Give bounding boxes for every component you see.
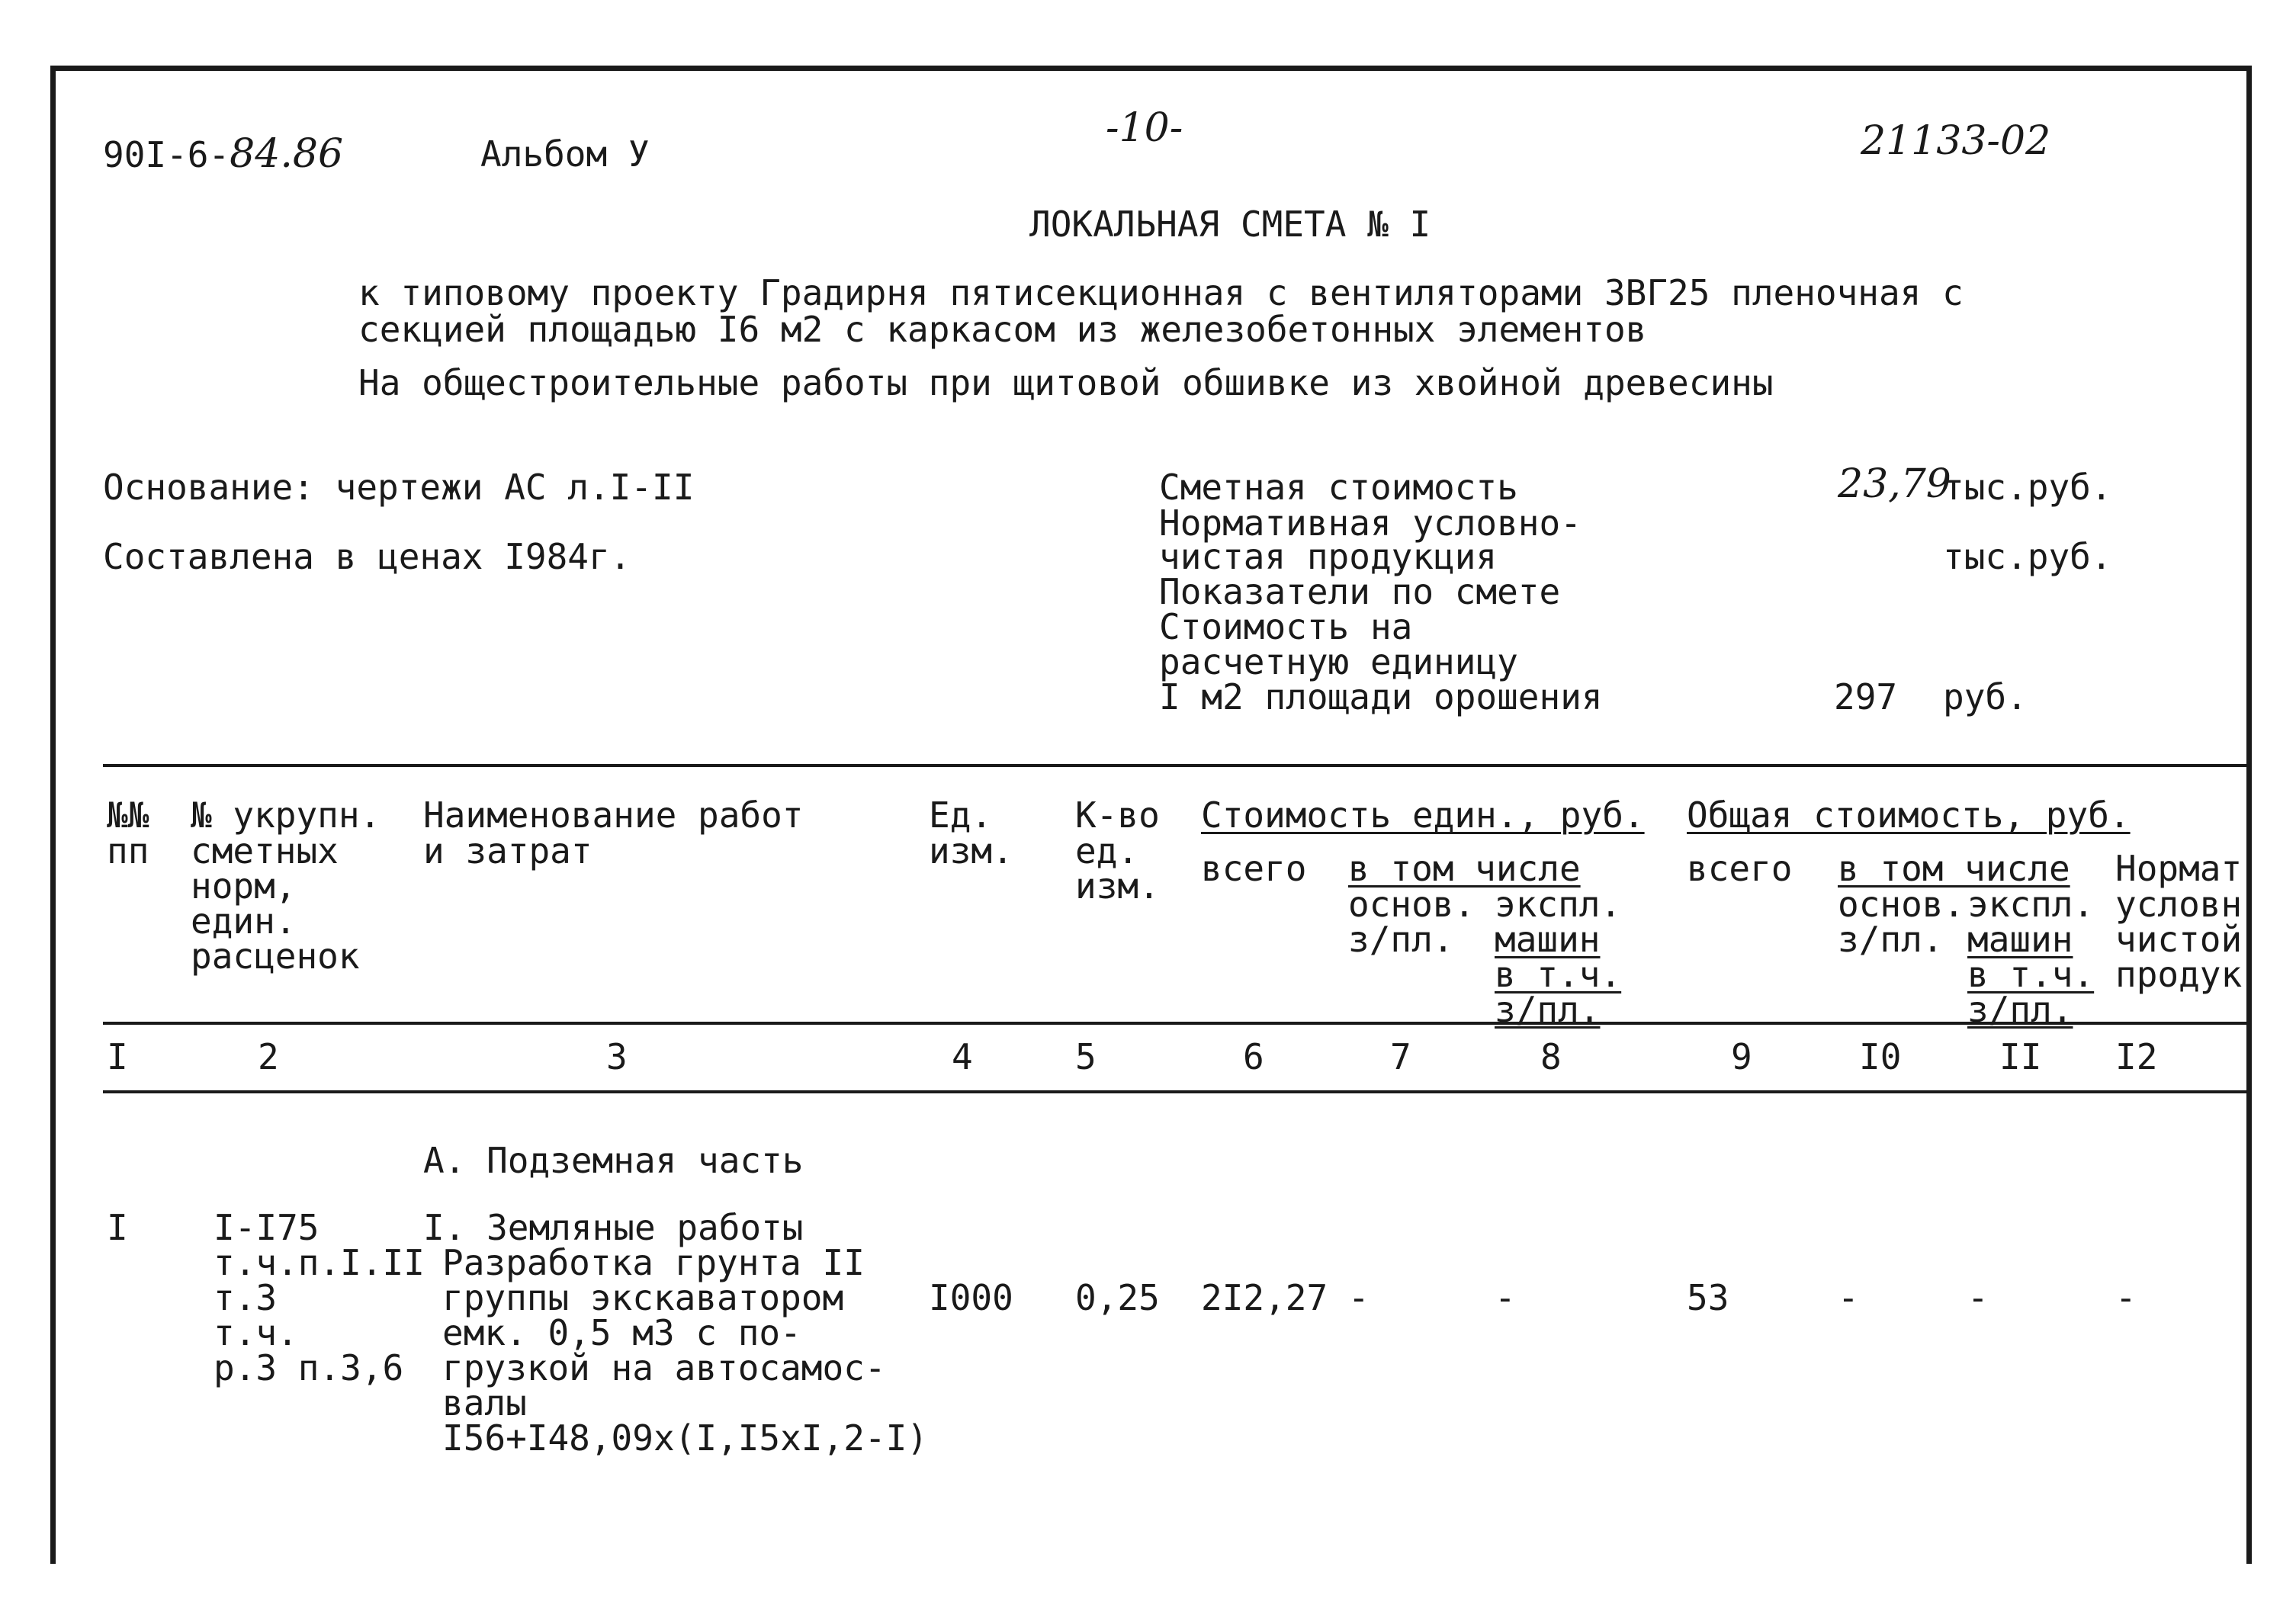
unit-machines-header-1: экспл. — [1495, 884, 1622, 925]
col-number-11: II — [1999, 1036, 2042, 1077]
col-number-4: 4 — [952, 1036, 973, 1077]
row-total-wage: - — [1838, 1277, 1859, 1318]
doc-code-handwritten: 84.86 — [230, 131, 344, 177]
unit-cost-label-1: Стоимость на — [1159, 606, 1413, 647]
col5-header-line1: К-во — [1075, 794, 1160, 836]
basis-text: Основание: чертежи АС л.I-II — [103, 467, 695, 508]
col2-header-line3: норм, — [191, 865, 297, 907]
total-machines-header-2: машин — [1967, 919, 2073, 960]
row-normative: - — [2115, 1277, 2137, 1318]
work-description: На общестроительные работы при щитовой обшивке из хвойной древесины — [358, 362, 1774, 403]
grand-total-header: всего — [1687, 848, 1793, 889]
total-base-wage-header-2: з/пл. — [1838, 919, 1944, 960]
col2-header-line4: един. — [191, 900, 297, 942]
normative-header-3: чистой — [2115, 919, 2243, 960]
project-description-line2: секцией площадью I6 м2 с каркасом из железобетонных элементов — [358, 309, 1647, 350]
row-unit: I000 — [929, 1277, 1013, 1318]
col-number-5: 5 — [1075, 1036, 1097, 1077]
col3-header-line2: и затрат — [423, 830, 592, 871]
normative-unit: тыс.руб. — [1943, 536, 2112, 577]
project-number: 21133-02 — [1861, 118, 2051, 164]
row-name-line2: Разработка грунта II — [442, 1242, 865, 1283]
page-frame-left — [50, 66, 56, 1564]
row-name-line7: I56+I48,09х(I,I5хI,2-I) — [442, 1417, 928, 1459]
table-header-rule — [103, 1022, 2252, 1025]
unit-machines-header-3: в т.ч. — [1495, 954, 1622, 995]
col1-header-line2: пп — [107, 830, 149, 871]
col5-header-line3: изм. — [1075, 865, 1160, 907]
row-name-line3: группы экскаватором — [442, 1277, 844, 1318]
project-description-line1: к типовому проекту Градирня пятисекционная с вентиляторами ЗВГ25 пленочная с — [358, 272, 1964, 313]
col-number-1: I — [107, 1036, 128, 1077]
doc-code-prefix: 90I-6- — [103, 134, 230, 175]
col-number-6: 6 — [1243, 1036, 1264, 1077]
page-number: -10- — [1106, 105, 1183, 151]
total-base-wage-header-1: основ. — [1838, 884, 1965, 925]
normative-header-1: Нормат — [2115, 848, 2243, 889]
normative-label-2: чистая продукция — [1159, 536, 1498, 577]
total-machines-header-4: з/пл. — [1967, 989, 2073, 1030]
estimated-cost-unit: тыс.руб. — [1943, 467, 2112, 508]
unit-cost-value: 297 — [1834, 676, 1898, 717]
unit-total-header: всего — [1201, 848, 1307, 889]
total-machines-header-3: в т.ч. — [1967, 954, 2095, 995]
row-code-line2: т.ч.п.I.II — [214, 1242, 425, 1283]
col-number-2: 2 — [258, 1036, 279, 1077]
estimated-cost-label: Сметная стоимость — [1159, 467, 1518, 508]
col2-header-line1: № укрупн. — [191, 794, 381, 836]
row-quantity: 0,25 — [1075, 1277, 1160, 1318]
row-name-line6: валы — [442, 1382, 527, 1424]
unit-cost-group-header: Стоимость един., руб. — [1201, 794, 1645, 836]
unit-cost-label-3: I м2 площади орошения — [1159, 676, 1603, 717]
row-code-line3: т.3 — [214, 1277, 278, 1318]
col4-header-line2: изм. — [929, 830, 1013, 871]
normative-label-1: Нормативная условно- — [1159, 502, 1582, 544]
col-number-7: 7 — [1390, 1036, 1411, 1077]
unit-cost-unit: руб. — [1943, 676, 2028, 717]
row-number: I — [107, 1207, 128, 1248]
page-frame-right — [2246, 66, 2252, 1564]
row-unit-machines: - — [1495, 1277, 1516, 1318]
table-top-rule — [103, 764, 2252, 767]
row-total-machines: - — [1967, 1277, 1989, 1318]
section-title: А. Подземная часть — [423, 1140, 804, 1181]
row-name-line1: I. Земляные работы — [423, 1207, 804, 1248]
col2-header-line5: расценок — [191, 936, 360, 977]
col4-header-line1: Ед. — [929, 794, 993, 836]
row-code-line4: т.ч. — [214, 1312, 298, 1353]
total-cost-group-header: Общая стоимость, руб. — [1687, 794, 2131, 836]
total-in-number-header: в том числе — [1838, 848, 2070, 889]
col1-header-line1: №№ — [107, 794, 149, 836]
row-name-line4: емк. 0,5 м3 с по- — [442, 1312, 801, 1353]
row-code-line5: р.3 п.3,6 — [214, 1347, 404, 1388]
table-numbers-rule — [103, 1090, 2252, 1093]
col2-header-line2: сметных — [191, 830, 339, 871]
page-frame-top — [50, 66, 2251, 71]
col-number-3: 3 — [606, 1036, 628, 1077]
unit-machines-header-4: з/пл. — [1495, 989, 1601, 1030]
col-number-12: I2 — [2115, 1036, 2158, 1077]
unit-cost-label-2: расчетную единицу — [1159, 641, 1518, 682]
total-machines-header-1: экспл. — [1967, 884, 2095, 925]
indicators-label: Показатели по смете — [1159, 571, 1561, 612]
unit-base-wage-header-2: з/пл. — [1348, 919, 1454, 960]
row-name-line5: грузкой на автосамос- — [442, 1347, 886, 1388]
col-number-10: I0 — [1859, 1036, 1902, 1077]
album-label: Альбом У — [480, 133, 650, 175]
row-unit-wage: - — [1348, 1277, 1370, 1318]
doc-code — [103, 131, 344, 177]
row-total: 53 — [1687, 1277, 1729, 1318]
col-number-8: 8 — [1540, 1036, 1562, 1077]
row-code-line1: I-I75 — [214, 1207, 320, 1248]
normative-header-4: продук — [2115, 954, 2243, 995]
normative-header-2: условн — [2115, 884, 2243, 925]
estimated-cost-value: 23,79 — [1838, 461, 1951, 507]
unit-base-wage-header-1: основ. — [1348, 884, 1476, 925]
unit-in-number-header: в том числе — [1348, 848, 1581, 889]
col5-header-line2: ед. — [1075, 830, 1139, 871]
prices-text: Составлена в ценах I984г. — [103, 536, 631, 577]
col-number-9: 9 — [1731, 1036, 1752, 1077]
estimate-title: ЛОКАЛЬНАЯ СМЕТА № I — [1029, 204, 1431, 245]
col3-header-line1: Наименование работ — [423, 794, 804, 836]
unit-machines-header-2: машин — [1495, 919, 1601, 960]
row-unit-total: 2I2,27 — [1201, 1277, 1328, 1318]
